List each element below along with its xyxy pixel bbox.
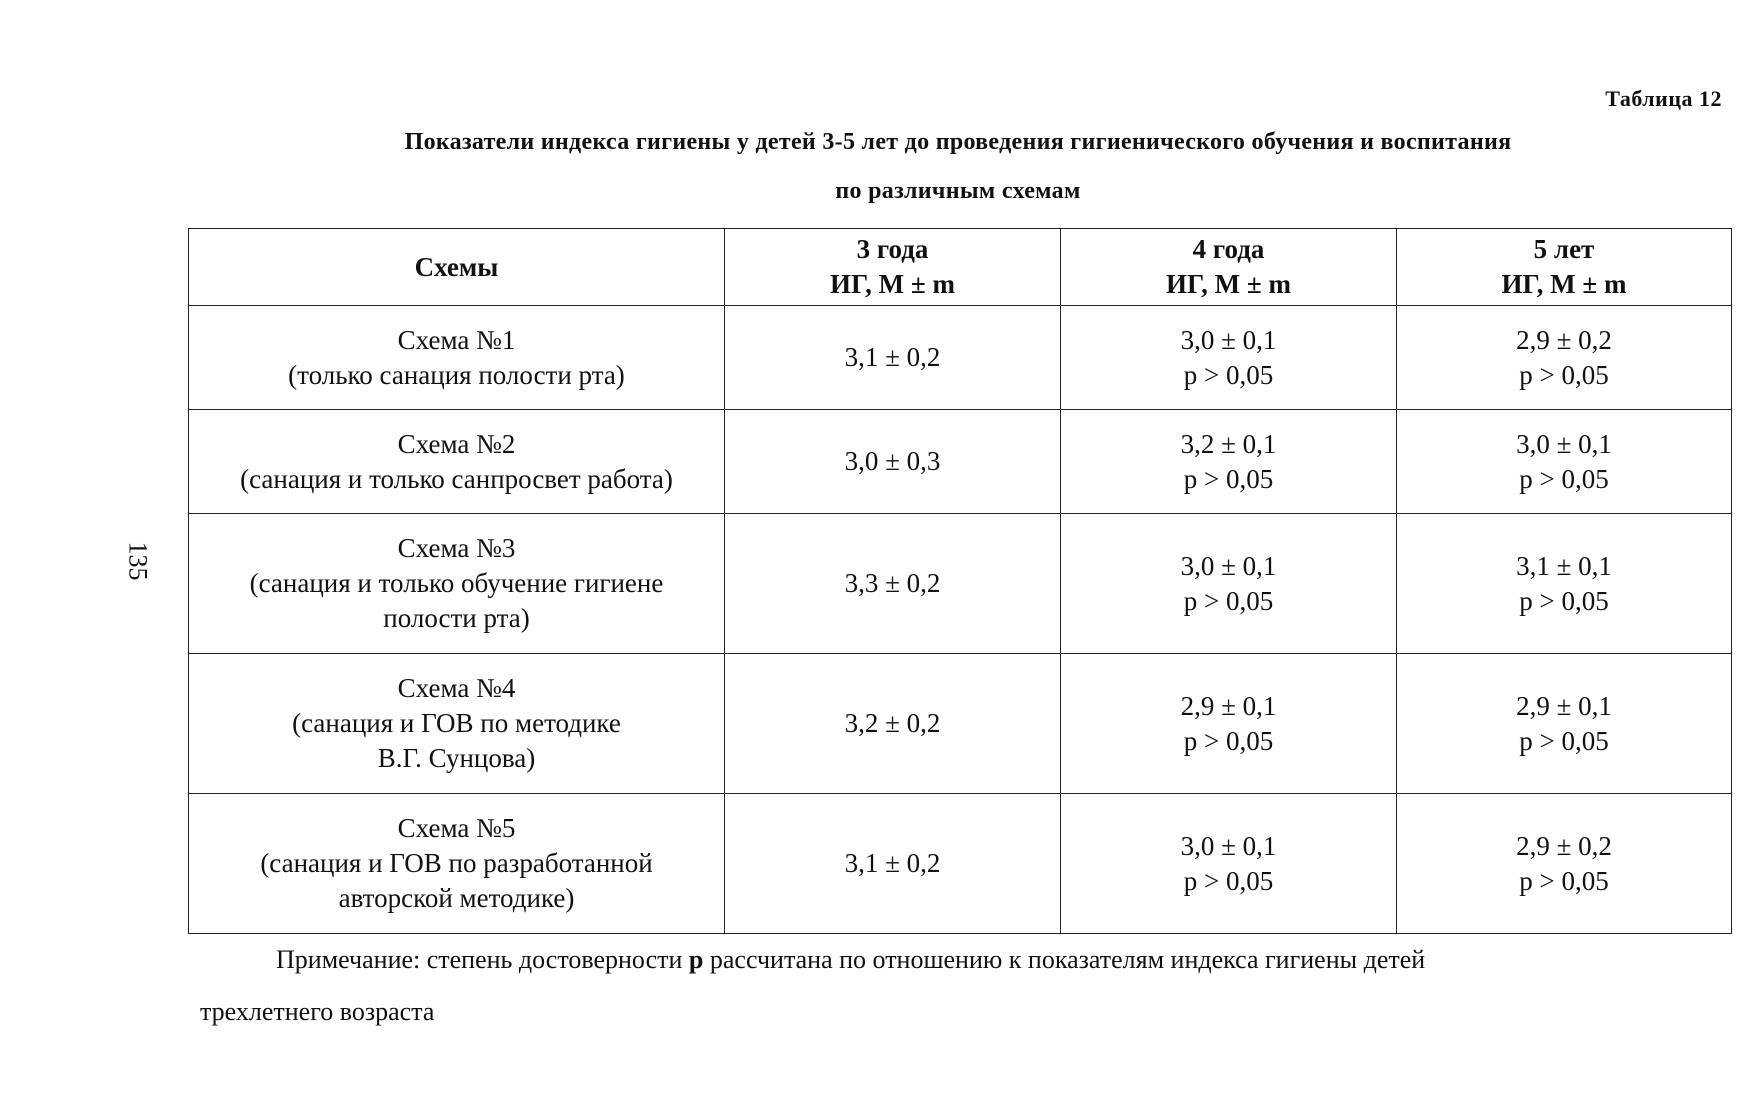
age5-value <box>1397 410 1732 514</box>
age3-mean: 3,3 ± 0,2 <box>844 568 941 598</box>
table-row <box>189 654 1732 794</box>
header-age3-label: 3 года <box>856 234 929 264</box>
header-age4-unit: ИГ, М ± m <box>1166 269 1291 299</box>
age4-mean: 2,9 ± 0,1 <box>1180 690 1277 721</box>
header-schemes-label: Схемы <box>414 251 499 282</box>
age4-p: p > 0,05 <box>1183 359 1274 390</box>
note-suffix: рассчитана по отношению к показателям индекса гигиены детей <box>703 945 1426 974</box>
age4-p: p > 0,05 <box>1183 725 1274 756</box>
age4-mean: 3,0 ± 0,1 <box>1180 324 1277 355</box>
age5-value <box>1397 794 1732 934</box>
age3-value <box>725 654 1061 794</box>
age4-value <box>1061 306 1397 410</box>
age4-p: p > 0,05 <box>1183 585 1274 616</box>
header-age5-unit: ИГ, М ± m <box>1501 269 1627 299</box>
table-row <box>189 514 1732 654</box>
scheme-name: Схема №1 <box>397 324 516 355</box>
table-row <box>189 410 1732 514</box>
age5-p: p > 0,05 <box>1519 865 1609 896</box>
scheme-description: (санация и только санпросвет работа) <box>240 463 673 494</box>
age4-value <box>1061 410 1397 514</box>
header-schemes <box>189 229 725 306</box>
age5-value <box>1397 514 1732 654</box>
age3-mean: 3,1 ± 0,2 <box>844 342 941 372</box>
age4-mean: 3,0 ± 0,1 <box>1180 830 1277 861</box>
age5-mean: 3,0 ± 0,1 <box>1516 428 1612 459</box>
scheme-description-cont: авторской методике) <box>338 883 575 913</box>
scheme-cell <box>189 514 725 654</box>
age4-value <box>1061 794 1397 934</box>
header-age4 <box>1061 229 1397 306</box>
table-label: Таблица 12 <box>1605 86 1722 111</box>
age4-p: p > 0,05 <box>1183 865 1274 896</box>
age5-mean: 3,1 ± 0,1 <box>1516 550 1612 581</box>
age5-p: p > 0,05 <box>1519 585 1609 616</box>
scheme-cell <box>189 410 725 514</box>
scheme-cell <box>189 794 725 934</box>
header-age4-label: 4 года <box>1192 234 1265 264</box>
age3-mean: 3,1 ± 0,2 <box>844 848 941 878</box>
scheme-cell <box>189 654 725 794</box>
header-age3 <box>725 229 1061 306</box>
note-p-symbol: p <box>688 945 704 974</box>
age4-p: p > 0,05 <box>1183 463 1274 494</box>
age4-value <box>1061 654 1397 794</box>
scheme-description: (санация и только обучение гигиене <box>249 568 664 598</box>
hygiene-index-table <box>188 228 1732 934</box>
age4-mean: 3,0 ± 0,1 <box>1180 550 1277 581</box>
table-header-row <box>189 229 1732 306</box>
scheme-description-cont: полости рта) <box>383 603 530 633</box>
age3-mean: 3,0 ± 0,3 <box>844 446 941 476</box>
age4-value <box>1061 514 1397 654</box>
table-title-line2: по различным схемам <box>835 178 1081 204</box>
age5-p: p > 0,05 <box>1519 463 1609 494</box>
note-prefix: Примечание: степень достоверности <box>276 945 689 974</box>
age5-value <box>1397 306 1732 410</box>
header-age3-unit: ИГ, М ± m <box>830 269 955 299</box>
scheme-cell <box>189 306 725 410</box>
table-title-line1: Показатели индекса гигиены у детей 3-5 лет до проведения гигиенического обучения и воспитания <box>404 129 1512 155</box>
age5-value <box>1397 654 1732 794</box>
age3-value <box>725 306 1061 410</box>
age3-value <box>725 794 1061 934</box>
age5-p: p > 0,05 <box>1519 725 1609 756</box>
table-row <box>189 306 1732 410</box>
table-note-cont: трехлетнего возраста <box>200 997 435 1026</box>
age3-value <box>725 410 1061 514</box>
table-note <box>276 945 1754 975</box>
scheme-description: (только санация полости рта) <box>288 359 625 390</box>
age5-p: p > 0,05 <box>1519 359 1609 390</box>
age5-mean: 2,9 ± 0,2 <box>1516 830 1612 861</box>
header-age5-label: 5 лет <box>1533 234 1595 264</box>
age5-mean: 2,9 ± 0,2 <box>1516 324 1612 355</box>
scheme-description-cont: В.Г. Сунцова) <box>377 743 536 773</box>
age5-mean: 2,9 ± 0,1 <box>1516 690 1612 721</box>
header-age5 <box>1397 229 1732 306</box>
scheme-name: Схема №5 <box>397 813 516 843</box>
page-number: 135 <box>123 541 153 581</box>
scheme-name: Схема №3 <box>397 533 516 563</box>
scheme-name: Схема №2 <box>397 428 516 459</box>
scheme-description: (санация и ГОВ по разработанной <box>260 848 653 878</box>
age3-mean: 3,2 ± 0,2 <box>844 708 941 738</box>
scheme-description: (санация и ГОВ по методике <box>292 708 621 738</box>
scheme-name: Схема №4 <box>397 673 516 703</box>
age3-value <box>725 514 1061 654</box>
age4-mean: 3,2 ± 0,1 <box>1180 428 1277 459</box>
table-row <box>189 794 1732 934</box>
